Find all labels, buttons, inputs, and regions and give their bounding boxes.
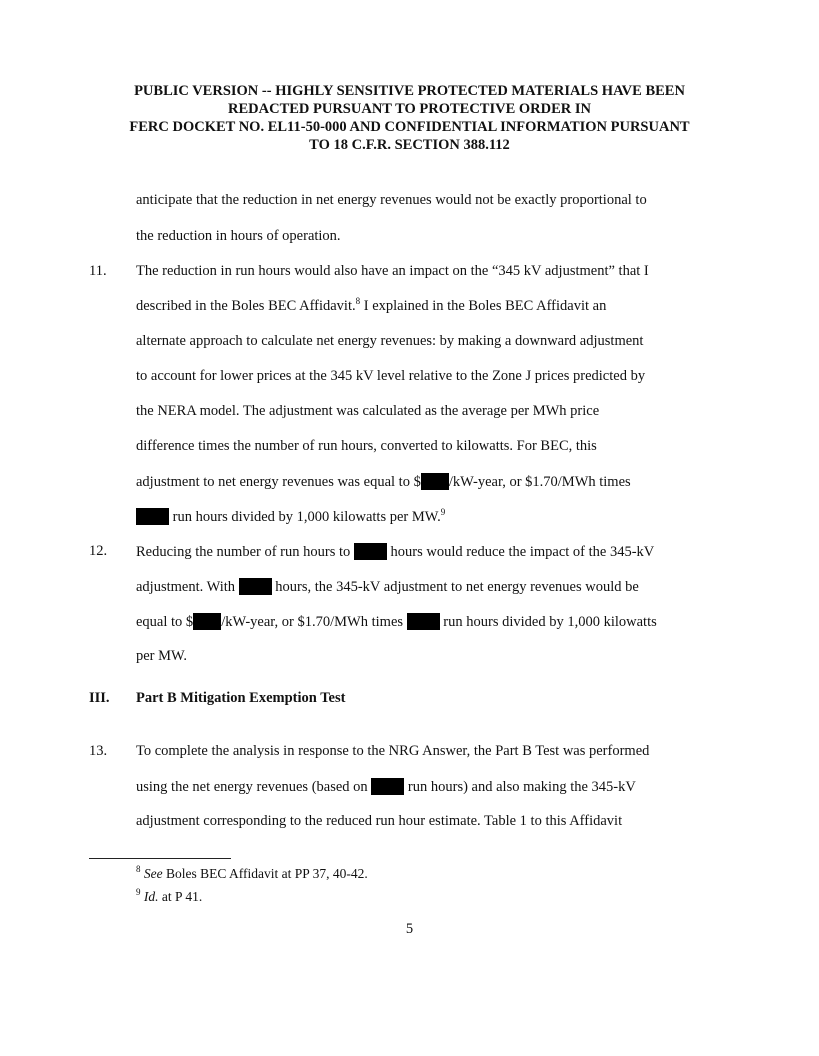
footnote-9-text: at P 41.: [158, 889, 203, 904]
redaction-block: [421, 473, 449, 490]
para-13-line-2-b: run hours) and also making the 345-kV: [404, 779, 636, 795]
footnote-divider: [89, 858, 231, 859]
para-12-line-3-a: equal to $: [136, 614, 194, 630]
para-12-line-2-a: adjustment. With: [136, 579, 239, 595]
para-0-line-2: the reduction in hours of operation.: [136, 228, 341, 244]
para-11-line-8-a: run hours divided by 1,000 kilowatts per MW.: [169, 509, 441, 525]
footnote-ref-9[interactable]: 9: [440, 507, 446, 517]
para-11-line-4: to account for lower prices at the 345 kV level relative to the Zone J prices predicted by: [136, 368, 646, 384]
para-13-number: 13.: [89, 743, 108, 759]
para-12-line-2: [136, 578, 639, 596]
document-header: [60, 82, 759, 154]
footnote-ref-8[interactable]: 8: [355, 296, 361, 306]
para-12-line-2-b: hours, the 345-kV adjustment to net energy revenues would be: [271, 579, 639, 595]
footnote-9-signal: Id.: [143, 889, 159, 904]
para-11-line-3: alternate approach to calculate net energy revenues: by making a downward adjustment: [136, 333, 644, 349]
redaction-block: [136, 508, 169, 525]
para-12-line-1-a: Reducing the number of run hours to: [136, 544, 354, 560]
para-11-line-2: [136, 298, 606, 315]
para-11-line-2-b: I explained in the Boles BEC Affidavit an: [360, 298, 607, 314]
header-line-4: TO 18 C.F.R. SECTION 388.112: [309, 137, 510, 153]
para-12-line-1-b: hours would reduce the impact of the 345-kV: [386, 544, 655, 560]
page-number: 5: [405, 921, 414, 937]
header-line-3: FERC DOCKET NO. EL11-50-000 AND CONFIDENTIAL INFORMATION PURSUANT: [129, 119, 690, 135]
section-title: Part B Mitigation Exemption Test: [136, 690, 346, 706]
redaction-block: [354, 543, 387, 560]
para-12-line-4: per MW.: [136, 648, 188, 664]
para-11-line-7: [136, 473, 631, 491]
footnote-8-number: 8: [136, 864, 141, 874]
redaction-block: [371, 778, 404, 795]
para-11-number: 11.: [89, 263, 107, 279]
para-13-line-1: To complete the analysis in response to the NRG Answer, the Part B Test was performed: [136, 743, 650, 759]
footnote-9-number: 9: [136, 887, 141, 897]
para-11-line-7-a: adjustment to net energy revenues was equal to $: [136, 474, 421, 490]
footnote-8: [136, 866, 368, 882]
section-number: III.: [89, 690, 110, 706]
para-11-line-7-b: /kW-year, or $1.70/MWh times: [448, 474, 631, 490]
header-line-1: PUBLIC VERSION -- HIGHLY SENSITIVE PROTECTED MATERIALS HAVE BEEN: [134, 83, 685, 99]
para-13-line-3: adjustment corresponding to the reduced run hour estimate. Table 1 to this Affidavit: [136, 813, 623, 829]
para-13-line-2-a: using the net energy revenues (based on: [136, 779, 372, 795]
para-11-line-1: The reduction in run hours would also have an impact on the “345 kV adjustment” that I: [136, 263, 649, 279]
para-13-line-2: [136, 778, 636, 796]
redaction-block: [407, 613, 440, 630]
footnote-8-signal: See: [143, 866, 163, 881]
para-0-line-1: anticipate that the reduction in net energy revenues would not be exactly proportional to: [136, 192, 647, 208]
redaction-block: [239, 578, 272, 595]
para-11-line-2-a: described in the Boles BEC Affidavit.: [136, 298, 356, 314]
para-12-line-3-b: /kW-year, or $1.70/MWh times: [221, 614, 407, 630]
para-11-line-8: [136, 508, 445, 526]
para-12-number: 12.: [89, 543, 108, 559]
para-12-line-3: [136, 613, 657, 631]
footnote-9: [136, 889, 202, 905]
para-12-line-1: [136, 543, 654, 561]
footnote-8-text: Boles BEC Affidavit at PP 37, 40-42.: [162, 866, 368, 881]
para-11-line-6: difference times the number of run hours, converted to kilowatts. For BEC, this: [136, 438, 597, 454]
redaction-block: [193, 613, 221, 630]
header-line-2: REDACTED PURSUANT TO PROTECTIVE ORDER IN: [228, 101, 591, 117]
para-12-line-3-c: run hours divided by 1,000 kilowatts: [439, 614, 657, 630]
para-11-line-5: the NERA model. The adjustment was calculated as the average per MWh price: [136, 403, 600, 419]
